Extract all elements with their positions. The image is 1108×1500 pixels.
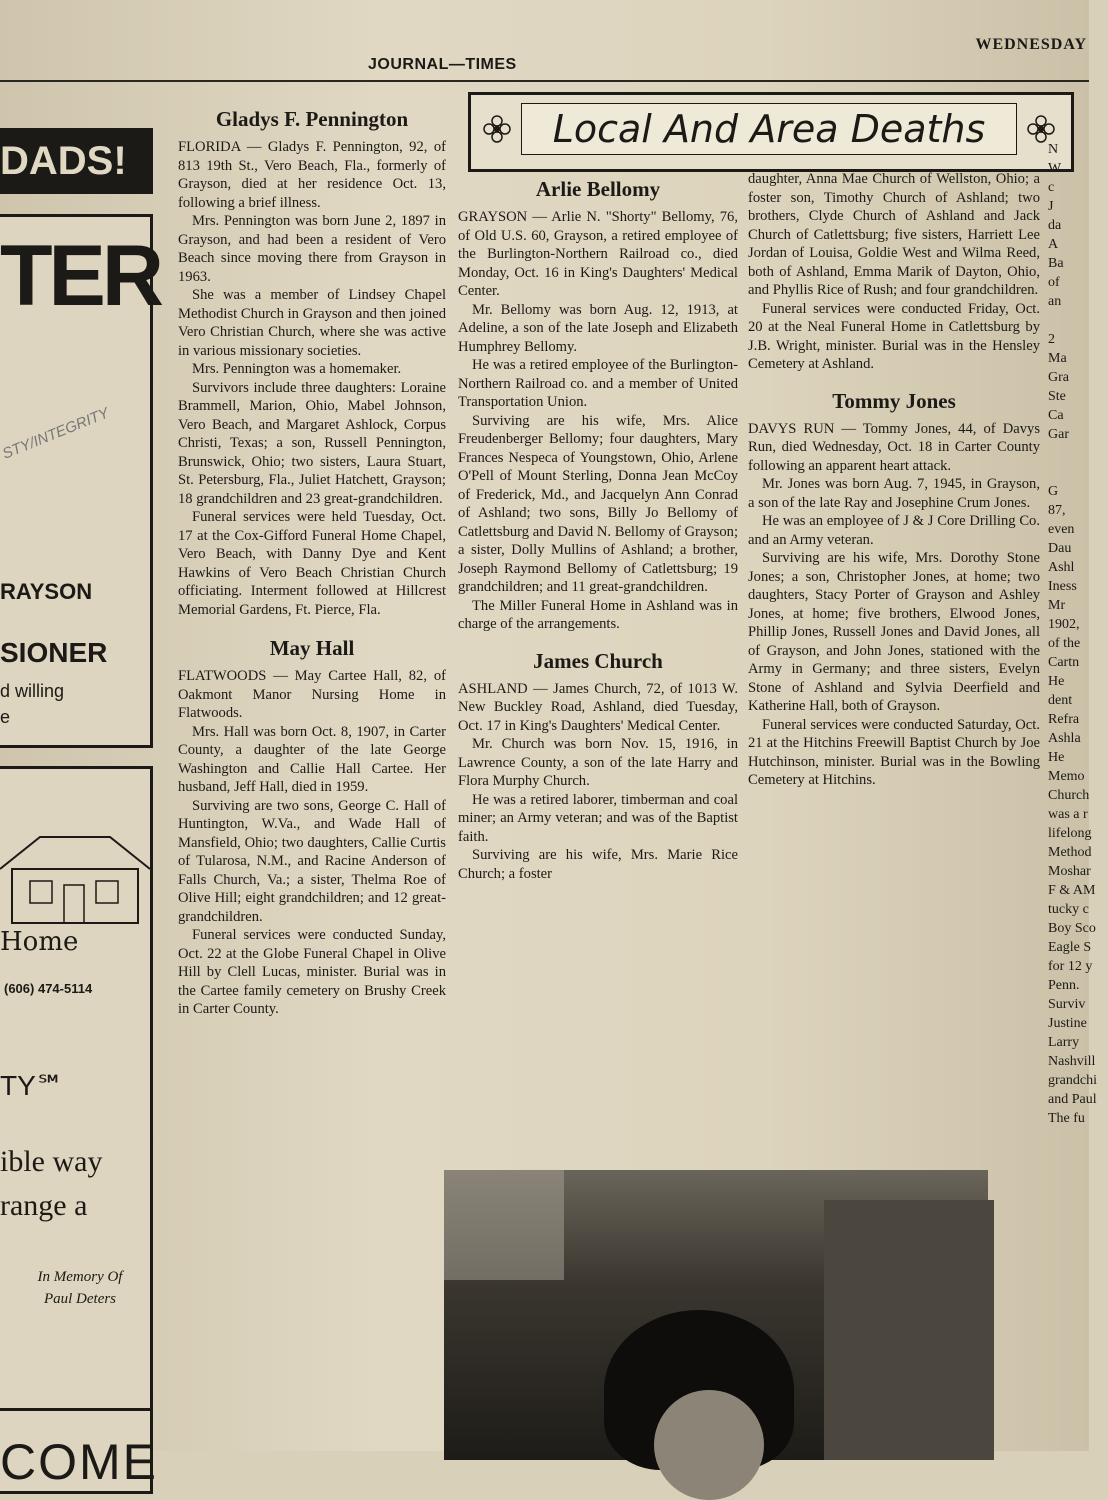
obituary-paragraph: Mrs. Hall was born Oct. 8, 1907, in Carter County, a daughter of the late George Washington and Callie Hall Cartee. Her husband, Jeff Hall, died in 1959. (178, 723, 446, 795)
edge-line: J (1048, 199, 1054, 214)
edge-line: W (1048, 161, 1062, 176)
edge-line: Ashla (1048, 731, 1081, 746)
obituary-paragraph: Mr. Bellomy was born Aug. 12, 1913, at Adeline, a son of the late Joseph and Elizabeth Humphrey Bellomy. (458, 301, 738, 355)
edge-line: c (1048, 180, 1055, 195)
obituary-paragraph: Mr. Church was born Nov. 15, 1916, in Lawrence County, a son of the late Harry and Flora Murphy Church. (458, 736, 738, 789)
obituary-paragraph: Surviving are two sons, George C. Hall of Huntington, W.Va., and Wade Hall of Mansfield, Ohio; two daughters, Callie Curtis of Tularosa, N.M., and Racine Anderson of Falls Church, Va.; a sister, Thelma Roe of Olive Hill; eight grandchildren; and 12 great-grandchildren. (178, 797, 446, 925)
obituary-paragraph: Mrs. Pennington was born June 2, 1897 in Grayson, and had been a resident of Vero Beach since moving there from Grayson in 1963. (178, 213, 446, 285)
edge-line: Justine (1048, 1016, 1087, 1031)
photo-face (654, 1390, 764, 1500)
section-title: Local And Area Deaths (521, 103, 1017, 155)
ad-memory: In Memory Of (37, 1269, 123, 1285)
edge-line: Eagle S (1048, 940, 1092, 955)
obituary-paragraph: FLORIDA — Gladys F. Pennington, 92, of 813 19th St., Vero Beach, Fla., formerly of Grayson, died at her residence Oct. 13, following a brief illness. (178, 139, 446, 211)
edge-line: of (1048, 275, 1060, 290)
edge-line (1048, 444, 1108, 463)
obituary-paragraph: Survivors include three daughters: Loraine Brammell, Marion, Ohio, Mabel Johnson, Vero Beach, and Margaret Ashlock, Corpus Christi, Texas; a son, Russell Pennington, Brunswick, Ohio; two sisters, Laura Stuart, St. Petersburg, Fla., Juliet Hatchett, Grayson; 18 grandchildren and 23 great-grandchildren. (178, 379, 446, 507)
edge-line: tucky c (1048, 902, 1089, 917)
ad-column (0, 118, 160, 1490)
obituary-pennington (178, 106, 446, 619)
day-heading: WEDNESDAY (975, 36, 1087, 53)
edge-line: A (1048, 237, 1059, 252)
edge-line: N (1048, 142, 1059, 157)
edge-line: for 12 y (1048, 959, 1093, 974)
edge-line: He (1048, 750, 1065, 765)
edge-line: Penn. (1048, 978, 1080, 993)
obituary-name: May Hall (269, 636, 355, 660)
ad-sioner: SIONER (0, 637, 108, 668)
edge-line: dent (1048, 693, 1073, 708)
edge-line: da (1048, 218, 1062, 233)
edge-line: 2 (1048, 332, 1055, 347)
obituary-jones (748, 388, 1040, 790)
edge-line: Moshar (1048, 864, 1091, 879)
ad-phone: (606) 474-5114 (4, 981, 93, 996)
ad-ty: TY℠ (0, 1070, 65, 1101)
ad-willing: d willing (0, 681, 65, 701)
obituary-name: Gladys F. Pennington (215, 107, 409, 131)
ad-range: range a (0, 1189, 88, 1222)
obituary-photo (444, 1170, 988, 1460)
edge-line: Gar (1048, 427, 1069, 442)
photo-highlight (444, 1170, 564, 1280)
obituary-paragraph: Mr. Jones was born Aug. 7, 1945, in Grayson, a son of the late Ray and Josephine Crum Jones. (748, 476, 1040, 511)
obituary-paragraph: He was an employee of J & J Core Drilling Co. and an Army veteran. (748, 513, 1040, 548)
obituary-name: James Church (533, 648, 663, 673)
obituary-paragraph: GRAYSON — Arlie N. "Shorty" Bellomy, 76, of Old U.S. 60, Grayson, a retired employee of the Burlington-Northern Railroad co., died Monday, Oct. 16 in King's Daughters' Medical Center. (458, 209, 738, 299)
obituary-paragraph: Surviving are his wife, Mrs. Dorothy Stone Jones; a son, Christopher Jones, at home; two daughters, Stacy Porter of Grayson and Ashley Jones, at home; five brothers, Elwood Jones, Phillip Jones, Russell Jones and David Jones, all of Grayson, and John Jones, stationed with the Army in Germany; and three sisters, Evelyn Stone of Ashland and Sylvia Deerfield and Katherine Hall, both of Grayson. (748, 550, 1040, 714)
obituary-church (458, 648, 738, 884)
ad-way: ible way (0, 1145, 103, 1178)
obituary-paragraph: ASHLAND — James Church, 72, of 1013 W. New Buckley Road, Ashland, died Tuesday, Oct. 17 in King's Daughters' Medical Center. (458, 680, 738, 734)
obituary-paragraph: Funeral services were conducted Friday, Oct. 20 at the Neal Funeral Home in Catlettsburg by J.B. Wright, minister. Burial was in the Hensley Cemetery at Ashland. (748, 300, 1040, 372)
ad-commissioner (0, 214, 160, 748)
ad-come (0, 1408, 158, 1494)
edge-line: G (1048, 484, 1059, 499)
ad-memory-name: Paul Deters (43, 1291, 117, 1307)
edge-line: was a r (1048, 807, 1088, 822)
edge-line: Method (1048, 845, 1092, 860)
obituary-paragraph: DAVYS RUN — Tommy Jones, 44, of Davys Run, died Wednesday, Oct. 18 in Carter County following an apparent heart attack. (748, 420, 1040, 474)
obituary-paragraph: Funeral services were held Tuesday, Oct. 17 at the Cox-Gifford Funeral Home Chapel, Vero Beach, with Danny Dye and Kent Hawkins of Vero Beach Christian Church officiating. Interment followed at Hillcrest Memorial Gardens, Ft. Pierce, Fla. (178, 509, 446, 618)
ad-grayson: RAYSON (0, 579, 93, 604)
masthead: JOURNAL—TIMES (368, 56, 517, 73)
obituary-name: Tommy Jones (832, 388, 956, 413)
obituary-paragraph: Funeral services were conducted Sunday, Oct. 22 at the Globe Funeral Chapel in Olive Hill by Clell Lucas, minister. Burial was in the Cartee family cemetery on Brushy Creek in Carter County. (178, 927, 446, 1017)
edge-line: He (1048, 674, 1065, 689)
ad-dads (0, 128, 153, 194)
obituary-paragraph: Surviving are his wife, Mrs. Alice Freudenberger Bellomy; four daughters, Mary Frances Nespeca of Youngstown, Ohio, Arlene O'Pell of Mount Sterling, Donna Jean McCoy of Frederick, Md., and Jacquelyn Ann Conrad of Ashland; two sons, Billy Jo Bellomy of Catlettsburg and David N. Bellomy of Grayson; a sister, Dolly Mullins of Ashland; a brother, Joseph Raymond Bellomy of Catlettsburg; 19 grandchildren; and 11 great-grandchildren. (458, 412, 738, 595)
ad-integrity: STY/INTEGRITY (0, 404, 112, 463)
obituary-paragraph: daughter, Anna Mae Church of Wellston, Ohio; a foster son, Timothy Church of Ashland; two brothers, Clyde Church of Ashland and Jack Church of Catlettsburg; five sisters, Harriett Lee Jordan of Louisa, Goldie West and Wilma Reed, both of Ashland, Emma Marik of Dayton, Ohio, and Phyllis Rice of Rush; and four grandchildren. (748, 171, 1040, 298)
edge-line: Church (1048, 788, 1090, 803)
obituary-paragraph: The Miller Funeral Home in Ashland was in charge of the arrangements. (458, 597, 738, 632)
top-rule (0, 80, 1089, 82)
edge-line: and Paul (1048, 1092, 1097, 1107)
house-illustration (0, 829, 150, 925)
edge-line: Memo (1048, 769, 1085, 784)
column-2 (458, 176, 738, 883)
ad-e: e (0, 707, 11, 727)
flower-icon (479, 111, 515, 147)
edge-line (1048, 311, 1108, 330)
obituary-paragraph: Surviving are his wife, Mrs. Marie Rice Church; a foster (458, 847, 738, 882)
edge-line: Dau (1048, 541, 1072, 556)
edge-line: 87, (1048, 503, 1066, 518)
ad-dads-text: DADS! (0, 139, 127, 183)
edge-line: lifelong (1048, 826, 1092, 841)
obituary-paragraph: FLATWOODS — May Cartee Hall, 82, of Oakmont Manor Nursing Home in Flatwoods. (178, 668, 446, 721)
edge-line: an (1048, 294, 1062, 309)
ad-home: Home (0, 927, 79, 957)
edge-line: Mr (1048, 598, 1066, 613)
column-1 (178, 106, 446, 1019)
ad-funeral-home (0, 766, 153, 1412)
edge-line: Surviv (1048, 997, 1086, 1012)
edge-line: Ashl (1048, 560, 1075, 575)
edge-line: 1902, (1048, 617, 1080, 632)
edge-line (1048, 463, 1108, 482)
edge-line: Refra (1048, 712, 1080, 727)
column-3 (748, 170, 1040, 790)
edge-line: Larry (1048, 1035, 1080, 1050)
photo-shadow (824, 1200, 994, 1460)
edge-line: Gra (1048, 370, 1069, 385)
obituary-bellomy (458, 176, 738, 634)
obituary-paragraph: He was a retired employee of the Burlington-Northern Railroad co. and a member of United Transportation Union. (458, 357, 738, 410)
edge-line: F & AM (1048, 883, 1096, 898)
edge-line: Boy Sco (1048, 921, 1096, 936)
section-banner (468, 92, 1074, 172)
ad-come-text: COME (0, 1434, 158, 1490)
ad-big-letters: TER (0, 228, 160, 324)
obituary-paragraph: Mrs. Pennington was a homemaker. (192, 361, 402, 377)
edge-line: Nashvill (1048, 1054, 1096, 1069)
edge-line: Ma (1048, 351, 1067, 366)
edge-line: grandchi (1048, 1073, 1097, 1088)
obituary-church-continued (748, 170, 1040, 374)
column-4-cropped (1048, 140, 1108, 1460)
obituary-paragraph: He was a retired laborer, timberman and coal miner; an Army veteran; and was of the Baptist faith. (458, 791, 738, 845)
obituary-hall (178, 635, 446, 1019)
obituary-paragraph: Funeral services were conducted Saturday, Oct. 21 at the Hitchins Freewill Baptist Church by Joe Hutchinson, minister. Burial was in the Bowling Cemetery at Hitchins. (748, 716, 1040, 788)
edge-line: Iness (1048, 579, 1077, 594)
edge-line: Ca (1048, 408, 1064, 423)
edge-line: The fu (1048, 1111, 1085, 1126)
edge-line: even (1048, 522, 1075, 537)
edge-line: Cartn (1048, 655, 1080, 670)
edge-line: Ba (1048, 256, 1064, 271)
edge-line: Ste (1048, 389, 1066, 404)
edge-line: of the (1048, 636, 1081, 651)
obituary-paragraph: She was a member of Lindsey Chapel Methodist Church in Grayson and then joined Vero Christian Church, where she was active in various missionary societies. (178, 287, 446, 359)
obituary-name: Arlie Bellomy (535, 177, 661, 201)
